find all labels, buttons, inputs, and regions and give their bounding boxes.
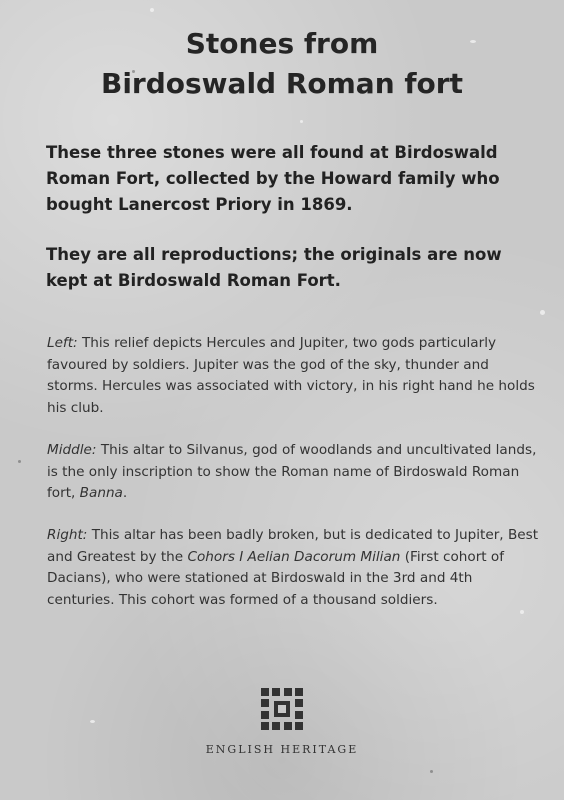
intro-paragraph-1: These three stones were all found at Birdoswald Roman Fort, collected by the Howard family who bought Lanercost Priory in 1869.: [46, 143, 500, 214]
left-stone-paragraph: [47, 333, 542, 419]
right-stone-paragraph: [47, 525, 542, 611]
left-lead: Left:: [47, 335, 78, 351]
stone-texture-speck: [18, 460, 21, 463]
plaque-title: [0, 24, 564, 104]
stone-texture-speck: [150, 8, 154, 12]
right-text: This altar has been badly broken, but is dedicated to Jupiter, Best and Greatest by the: [47, 527, 539, 565]
middle-text-end: .: [122, 485, 128, 501]
middle-text: This altar to Silvanus, god of woodlands and uncultivated lands, is the only inscription to show the Roman name of Birdoswald Roman fort,: [47, 442, 537, 501]
title-line-1: Stones from: [185, 27, 379, 60]
right-text-end: (First cohort of Dacians), who were stationed at Birdoswald in the 3rd and 4th centuries. This cohort was formed of a thousand soldiers.: [47, 548, 505, 608]
intro-paragraph-2: They are all reproductions; the originals are now kept at Birdoswald Roman Fort.: [46, 245, 502, 290]
english-heritage-logo-icon: [261, 688, 303, 730]
right-lead: Right:: [47, 527, 88, 543]
organisation-name: ENGLISH HERITAGE: [205, 743, 359, 756]
left-text: This relief depicts Hercules and Jupiter, two gods particularly favoured by soldiers. Jupiter was the god of the sky, thunder and storms. Hercules was associated with victory, in his right hand he holds his club.: [47, 335, 535, 416]
stone-texture-speck: [90, 720, 95, 723]
middle-italic-name: Banna: [79, 485, 123, 501]
stone-texture-speck: [430, 770, 433, 773]
right-italic-cohort: Cohors I Aelian Dacorum Milian: [187, 548, 401, 565]
stone-texture-speck: [300, 120, 303, 123]
stone-texture-speck: [540, 310, 545, 315]
middle-stone-paragraph: [47, 440, 542, 505]
title-line-2: Birdoswald Roman fort: [100, 67, 463, 100]
middle-lead: Middle:: [47, 442, 97, 458]
